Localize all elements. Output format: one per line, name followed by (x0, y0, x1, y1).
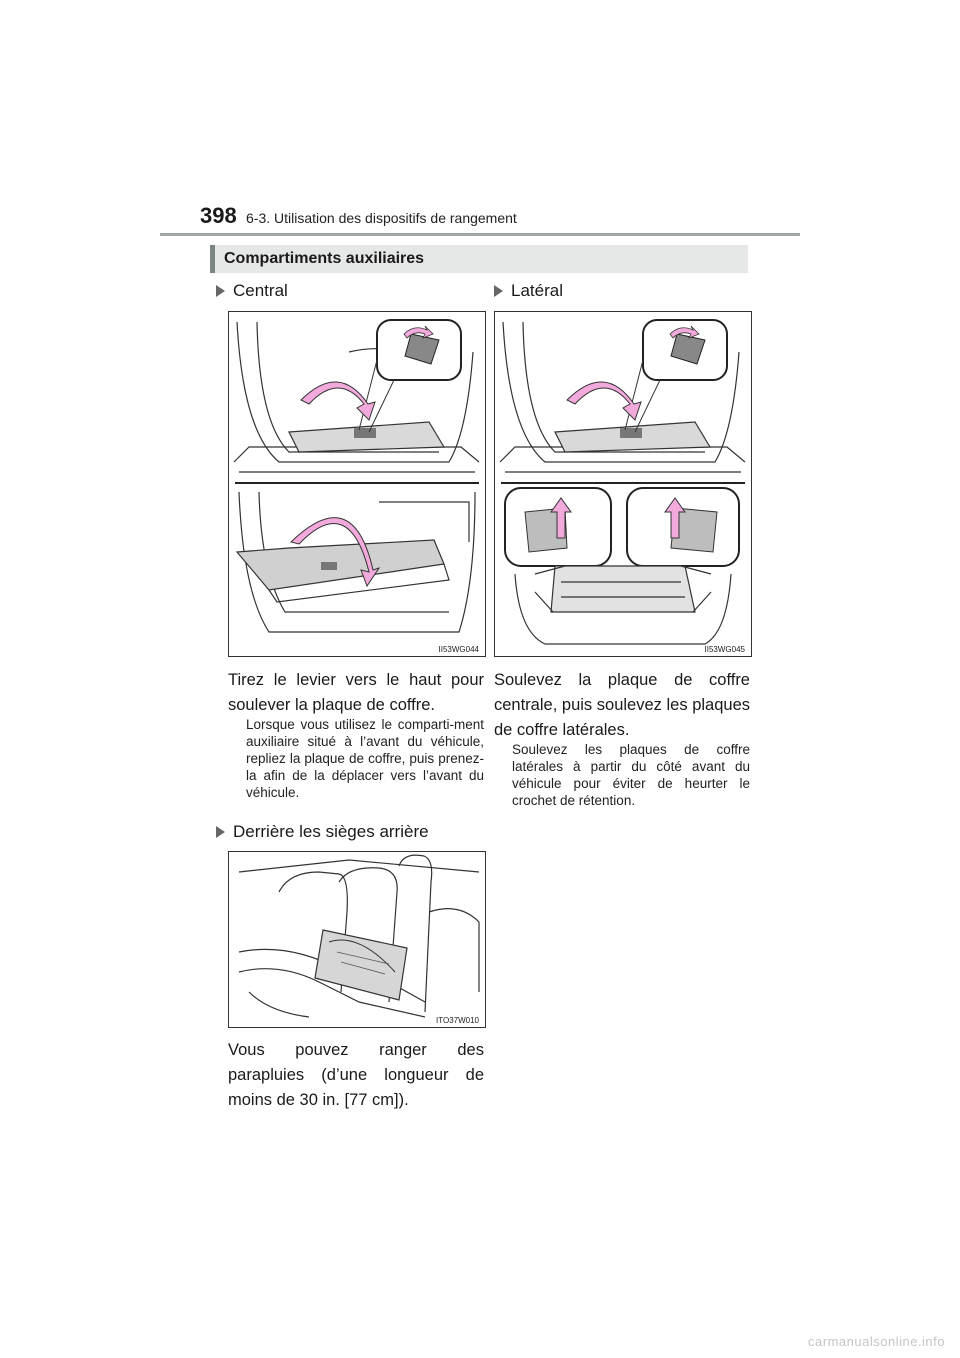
section-reference: 6-3. Utilisation des dispositifs de rangement (246, 210, 517, 226)
lateral-label: Latéral (511, 281, 563, 300)
page-number: 398 (200, 203, 237, 228)
footer-watermark: carmanualsonline.info (808, 1334, 945, 1349)
lateral-instruction: Soulevez la plaque de coffre centrale, puis soulevez les plaques de coffre latérales. (494, 671, 750, 739)
figure-code: ITO37W010 (436, 1016, 479, 1025)
umbrella-info: Vous pouvez ranger des parapluies (d’une longueur de moins de 30 in. [77 cm]). (228, 1041, 484, 1109)
header-divider (160, 233, 800, 236)
figure-rear-seats (228, 851, 486, 1028)
figure-code: II53WG045 (704, 645, 745, 654)
triangle-bullet-icon (216, 826, 225, 838)
title-accent (210, 245, 215, 273)
central-note: Lorsque vous utilisez le comparti-ment auxiliaire situé à l’avant du véhicule, repliez la plaque de coffre, puis prenez-la afin de la déplacer vers l’avant du véhicule. (246, 717, 484, 800)
bullet-central (216, 281, 288, 301)
central-instruction: Tirez le levier vers le haut pour soulever la plaque de coffre. (228, 671, 484, 714)
figure-code: II53WG044 (438, 645, 479, 654)
lateral-illustration (495, 312, 751, 656)
central-illustration (229, 312, 485, 656)
figure-central (228, 311, 486, 657)
central-label: Central (233, 281, 288, 300)
section-title-bar (210, 245, 748, 273)
lateral-note: Soulevez les plaques de coffre latérales à partir du côté avant du véhicule pour éviter de heurter le crochet de rétention. (512, 742, 750, 808)
triangle-bullet-icon (216, 285, 225, 297)
figure-lateral (494, 311, 752, 657)
bullet-lateral (494, 281, 563, 301)
rear-seats-illustration (229, 852, 485, 1027)
bullet-rear-seats (216, 822, 429, 842)
rear-seats-label: Derrière les sièges arrière (233, 822, 429, 841)
section-title: Compartiments auxiliaires (224, 250, 425, 267)
triangle-bullet-icon (494, 285, 503, 297)
